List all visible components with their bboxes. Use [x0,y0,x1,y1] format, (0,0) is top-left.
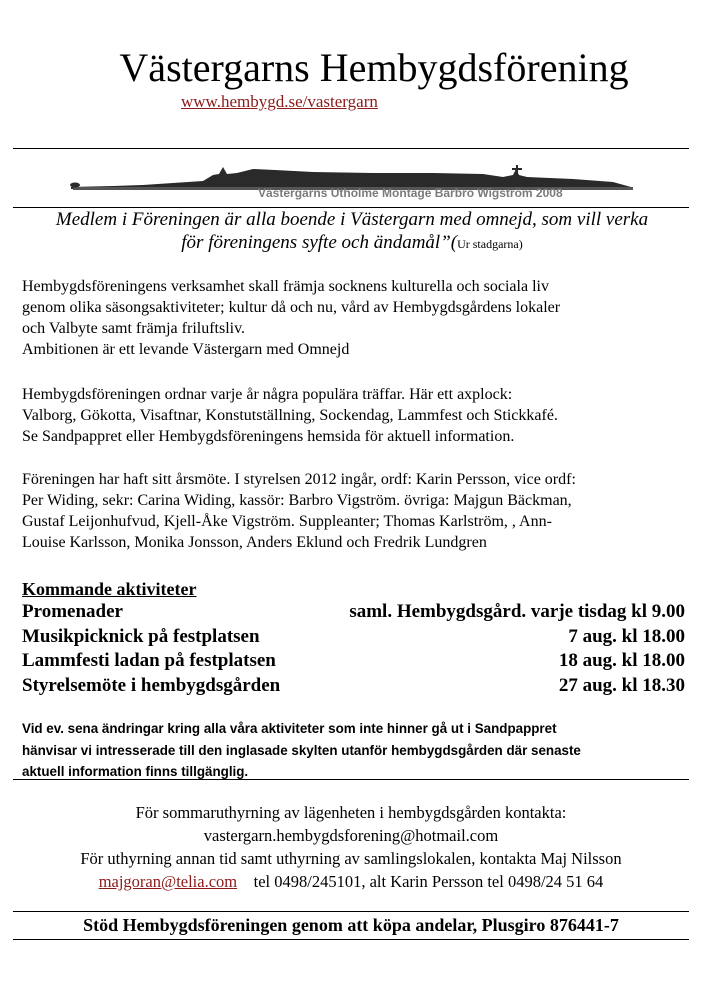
paragraph-line: Hembygdsföreningen ordnar varje år några populära träffar. Här ett axplock: [22,386,513,403]
activity-row [22,625,685,650]
divider [13,911,689,912]
contact-phones: tel 0498/245101, alt Karin Persson tel 0498/24 51 64 [253,872,604,891]
notice-line: Vid ev. sena ändringar kring alla våra aktiviteter som inte hinner gå ut i Sandpappret [22,721,557,736]
activity-time: saml. Hembygdsgård. varje tisdag kl 9.00 [349,601,685,622]
divider [13,939,689,940]
rental-line-3: För uthyrning annan tid samt uthyrning av samlingslokalen, kontakta Maj Nilsson [80,849,622,868]
paragraph-line: och Valbyte samt främja friluftsliv. [22,320,246,337]
activity-row [22,649,685,674]
paragraph-line: Föreningen har haft sitt årsmöte. I styrelsen 2012 ingår, ordf: Karin Persson, vice ordf: [22,471,576,488]
rental-line-1: För sommaruthyrning av lägenheten i hembygdsgården kontakta: [135,803,567,822]
paragraph-line: Per Widing, sekr: Carina Widing, kassör: Barbro Vigström. övriga: Majgun Bäckman, [22,492,572,509]
activity-row [22,674,685,699]
rental-email-text: vastergarn.hembygdsforening@hotmail.com [203,826,499,845]
board-paragraph [22,469,692,553]
divider [13,779,689,780]
paragraph-line: Ambitionen är ett levande Västergarn med Omnejd [22,341,350,358]
activity-name: Styrelsemöte i hembygdsgården [22,674,281,696]
intro-quote [14,208,690,256]
paragraph-line: Valborg, Gökotta, Visaftnar, Konstutställning, Sockendag, Lammfest och Stickkafé. [22,407,558,424]
activity-name: Musikpicknick på festplatsen [22,625,260,647]
activities-heading: Kommande aktiviteter [22,579,197,599]
activity-name: Lammfesti ladan på festplatsen [22,650,276,671]
banner-caption: Västergarns Utholme Montage Barbro Wigström 2008 [258,186,563,200]
paragraph-line: Se Sandpappret eller Hembygdsföreningens hemsida för aktuell information. [22,428,515,445]
intro-source: Ur stadgarna) [457,237,523,251]
activity-time: 7 aug. kl 18.00 [568,625,685,647]
notice-line: hänvisar vi intresserade till den inglasade skylten utanför hembygdsgården där senaste [22,742,581,758]
website-link[interactable]: www.hembygd.se/vastergarn [181,92,378,111]
activity-time: 27 aug. kl 18.30 [558,674,685,696]
activity-time: 18 aug. kl 18.00 [558,650,685,671]
notice-line: aktuell information finns tillgänglig. [22,764,249,779]
purpose-paragraph [22,276,692,360]
contact-email-link[interactable]: majgoran@telia.com [98,872,238,891]
support-banner: Stöd Hembygdsföreningen genom att köpa andelar, Plusgiro 876441-7 [83,915,619,935]
events-paragraph [22,384,692,447]
paragraph-line: Louise Karlsson, Monika Jonsson, Anders Eklund och Fredrik Lundgren [22,534,487,551]
activity-name: Promenader [22,601,123,622]
intro-line-1: Medlem i Föreningen är alla boende i Västergarn med omnejd, som vill verka [55,209,649,230]
paragraph-line: Gustaf Leijonhufvud, Kjell-Åke Vigström. Suppleanter; Thomas Karlström, , Ann- [22,513,552,530]
rental-contact [8,801,694,893]
paragraph-line: genom olika säsongsaktiviteter; kultur då och nu, vård av Hembygdsgårdens lokaler [22,299,561,316]
activity-row [22,600,685,625]
intro-line-2: för föreningens syfte och ändamål”( [181,232,458,253]
island-banner [13,148,689,208]
paragraph-line: Hembygdsföreningens verksamhet skall främja socknens kulturella och sociala liv [22,278,549,295]
page-title: Västergarns Hembygdsförening [119,45,629,90]
activities-list [22,600,685,698]
changes-notice [22,718,682,783]
